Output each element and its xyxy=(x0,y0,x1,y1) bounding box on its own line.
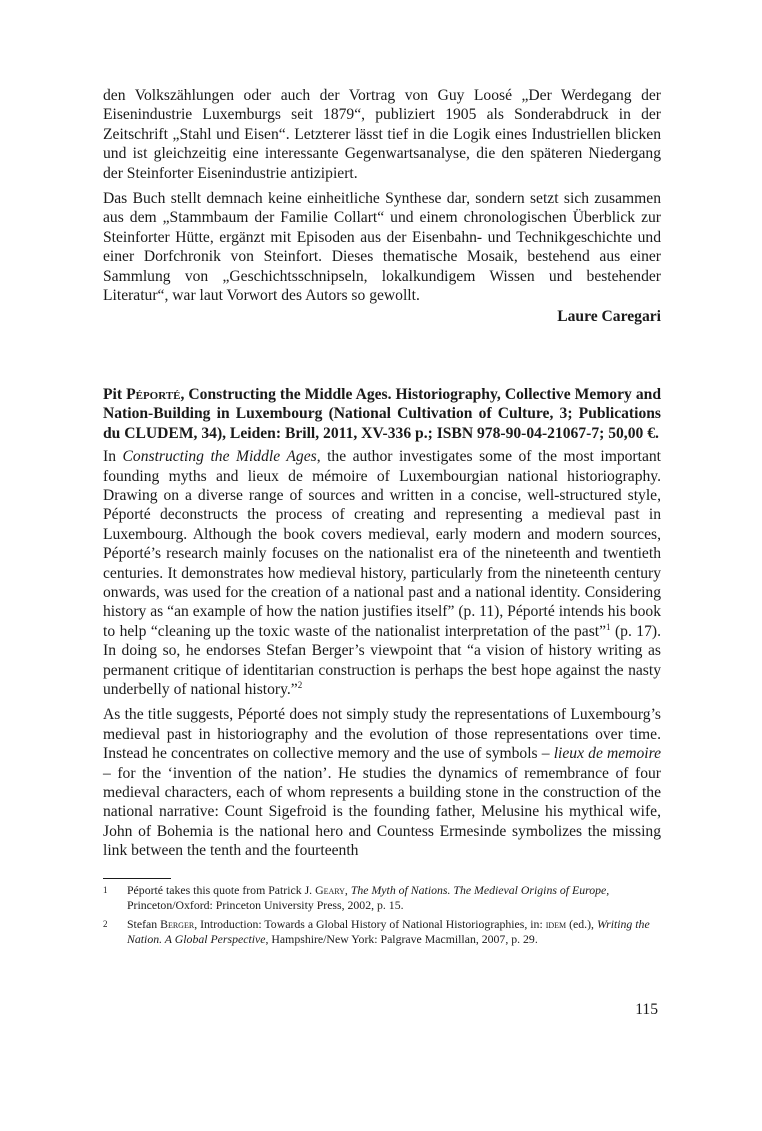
lieux-de-memoire-italic: lieux de memoire xyxy=(553,745,661,763)
page-body xyxy=(103,86,661,951)
footnote-number: 1 xyxy=(103,884,108,895)
review-heading xyxy=(103,385,661,443)
footnotes xyxy=(103,883,661,947)
author-first-name: Pit xyxy=(103,385,127,403)
prev-review-paragraph-1: den Volkszählungen oder auch der Vortrag von Guy Loosé „Der Werdegang der Eisenindustrie Luxemburgs seit 1879“, publiziert 1905 als Sonderabdruck in der Zeitschrift „Stahl und Eisen“. Letzterer lässt tief in die Logik eines Industriellen blicken und ist gleichzeitig eine interessante Gegenwartsanalyse, die den späteren Niedergang der Steinforter Eisenindustrie antizipiert. xyxy=(103,87,661,182)
reviewer-signature: Laure Caregari xyxy=(557,308,661,326)
footnote-text: Péporté takes this quote from Patrick J. Geary, The Myth of Nations. The Medieval Origins of Europe, Princeton/Oxford: Princeton University Press, 2002, p. 15. xyxy=(127,882,610,912)
footnote-divider xyxy=(103,878,171,879)
footnote-ref-1: 1 xyxy=(606,621,611,632)
footnote-ref-2: 2 xyxy=(297,679,303,690)
footnote-2 xyxy=(103,917,661,947)
page-number: 115 xyxy=(635,1001,658,1018)
footnote-1 xyxy=(103,883,661,913)
footnote-number: 2 xyxy=(103,918,108,929)
prev-review-paragraph-2: Das Buch stellt demnach keine einheitliche Synthese dar, sondern setzt sich zusammen aus dem „Stammbaum der Familie Collart“ und einem chronologischen Überblick zur Steinforter Hütte, ergänzt mit Episoden aus der Eisenbahn- und Technikgeschichte und einer Dorfchronik von Steinfort. Dieses thematische Mosaik, bestehend aus einer Sammlung von „Geschichtsschnipseln, lokalkundigem Wissen und bestehender Literatur“, war laut Vorwort des Autors so gewollt. xyxy=(103,190,661,305)
footnote-text: Stefan Berger, Introduction: Towards a Global History of National Historiographies, in: idem (ed.), Writing the Nation. A Global Perspective, Hampshire/New York: Palgrave Macmillan, 2007, p. 29. xyxy=(127,916,650,946)
book-info: , Constructing the Middle Ages. Historiography, Collective Memory and Nation-Building in Luxembourg (National Cultivation of Culture, 3; Publications du CLUDEM, 34), Leiden: Brill, 2011, XV-336 p.; ISBN 978-90-04-21067-7; 50,00 €. xyxy=(103,385,661,442)
review-paragraph-1: In Constructing the Middle Ages, the author investigates some of the most important founding myths and lieux de mémoire of Luxembourgian national historiography. Drawing on a diverse range of sources and written in a concise, well-structured style, Péporté deconstructs the process of creating and representing a medieval past in Luxembourg. Although the book covers medieval, early modern and modern sources, Péporté’s research mainly focuses on the nationalist era of the nineteenth and twentieth centuries. It demonstrates how medieval history, particularly from the nineteenth century onwards, was used for the creation of a national past and a national identity. Considering history as “an example of how the nation justifies itself” (p. 11), Péporté intends his book to help “cleaning up the toxic waste of the nationalist interpretation of the past”$^1$ (p. 17). In doing so, he endorses Stefan Berger’s viewpoint that “a vision of history writing as permanent critique of identitarian construction is perhaps the best hope against the nasty underbelly of national history.”$^2$ xyxy=(103,448,661,698)
book-title-italic: Constructing the Middle Ages xyxy=(122,448,317,466)
review-paragraph-2: As the title suggests, Péporté does not simply study the representations of Luxembourg’s medieval past in historiography and the evolution of those representations over time. Instead he concentrates on collective memory and the use of symbols – lieux de memoire – for the ‘invention of the nation’. He studies the dynamics of remembrance of four medieval characters, each of whom represents a building stone in the construction of the national narrative: Count Sigefroid is the founding father, Melusine his mythical wife, John of Bohemia is the national hero and Countess Ermesinde symbolizes the missing link between the tenth and the fourteenth xyxy=(103,706,661,860)
author-last-name: Péporté xyxy=(126,385,181,403)
